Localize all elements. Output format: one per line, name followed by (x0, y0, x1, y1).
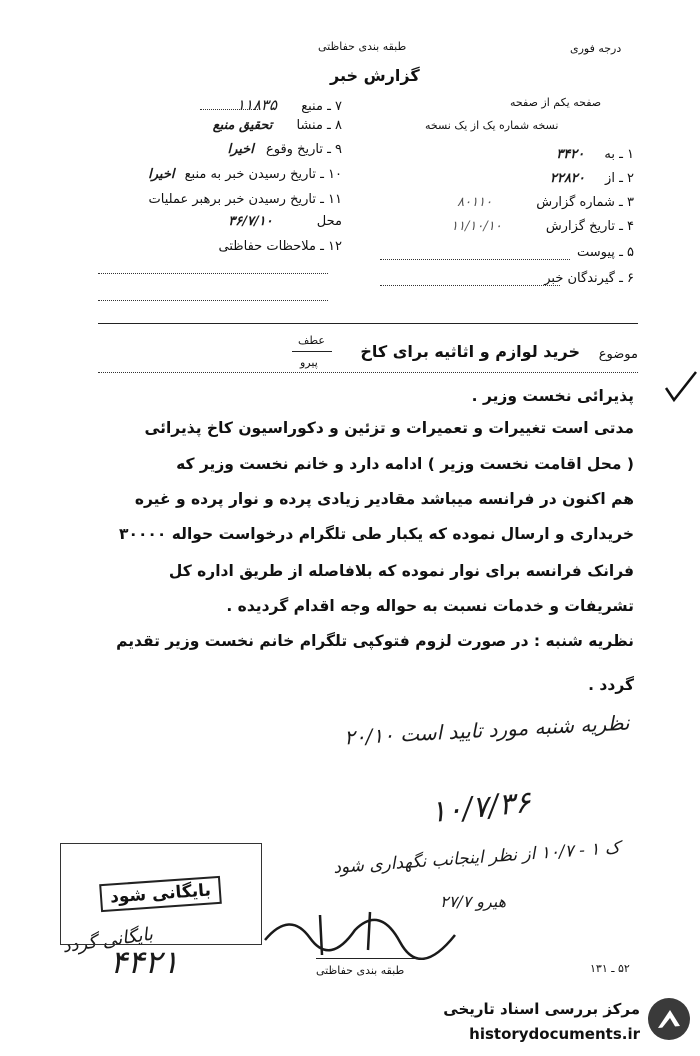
field-value: ۸۰۱۱۰ (457, 195, 493, 210)
field-value: اخیرا (227, 142, 254, 157)
classification-top: طبقه بندی حفاظتی (318, 40, 407, 53)
body-line: ( محل اقامت نخست وزیر ) ادامه دارد و خانم نخست وزیر که (176, 455, 634, 473)
field-label: ۱۰ ـ تاریخ رسیدن خبر به منبع (184, 167, 342, 182)
field-value: تحقیق منبع (212, 118, 273, 133)
page-of: صفحه یکم از صفحه (510, 96, 602, 109)
field-label: ۴ ـ تاریخ گزارش (545, 219, 634, 234)
field-value: ۳۴۲۰ (556, 147, 585, 162)
section-divider (98, 323, 638, 324)
field-attachment: ۵ ـ پیوست (577, 245, 634, 260)
field-value: ۱۱/۱۰/۱۰ (451, 219, 502, 234)
archive-stamp: بایگانی شود (99, 876, 222, 912)
field-label: ۷ ـ منبع (301, 99, 342, 114)
body-line: هم اکنون در فرانسه میباشد مقادیر زیادی پرده و نوار پرده و غیره (134, 490, 634, 508)
archive-logo-icon (648, 998, 690, 1040)
field-label: ۳ ـ شماره گزارش (536, 195, 634, 210)
field-origin (213, 118, 342, 133)
opinion-line: نظریه شنبه : در صورت لزوم فتوکپی تلگرام خانم نخست وزیر تقدیم (116, 632, 634, 650)
field-report-number (457, 195, 634, 210)
field-label: ۱ ـ به (604, 147, 634, 162)
site-url: historydocuments.ir (469, 1025, 640, 1043)
field-source-received (148, 167, 342, 182)
field-place (228, 214, 342, 229)
body-line: خریداری و ارسال نموده که یکبار طی تلگرام درخواست حواله ۳۰۰۰۰ (119, 525, 634, 543)
bottom-line (316, 958, 426, 959)
site-title: مرکز بررسی اسناد تاریخی (443, 1000, 640, 1018)
check-mark-icon (664, 370, 698, 404)
field-value: اخیرا (148, 167, 175, 182)
document-title: گزارش خبر (330, 66, 420, 85)
form-code: ۵۲ ـ ۱۳۱ (590, 962, 630, 975)
field-leader-received: ۱۱ ـ تاریخ رسیدن خبر برهبر عملیات (148, 192, 342, 207)
watermark-footer (0, 992, 700, 1056)
signature-icon (260, 900, 460, 960)
field-value: ۲۲۸۲۰ (549, 171, 585, 186)
body-line: تشریفات و خدمات نسبت به حواله وجه اقدام گردیده . (226, 597, 634, 615)
body-line: پذیرائی نخست وزیر . (471, 387, 634, 405)
field-security-notes: ۱۲ ـ ملاحظات حفاظتی (218, 239, 342, 254)
field-to (556, 147, 634, 162)
archive-number: ۴۴۲۱ (110, 943, 179, 981)
classification-bottom: طبقه بندی حفاظتی (316, 964, 405, 977)
urgency-label: درجه فوری (570, 42, 622, 55)
handwritten-signature-text: بایگانی گردد (60, 923, 155, 958)
field-occurrence-date (227, 142, 342, 157)
reference-peyro: پیرو (300, 356, 318, 369)
field-value: ۳۶/۷/۱۰ (228, 214, 273, 229)
opinion-line: گردد . (588, 676, 634, 694)
field-recipients: ۶ ـ گیرندگان خبر (544, 271, 634, 286)
copy-number: نسخه شماره یک از یک نسخه (425, 119, 559, 132)
field-label: محل (316, 214, 342, 229)
handwritten-date: ۱۰/۷/۳۶ (428, 784, 533, 831)
body-line: مدتی است تغییرات و تعمیرات و تزئین و دکوراسیون کاخ پذیرائی (144, 419, 634, 437)
handwritten-note: هیرو ۲۷/۷ (440, 892, 507, 911)
body-line: فرانک فرانسه برای نوار نموده که بلافاصله از طریق اداره کل (168, 562, 634, 580)
field-report-date (451, 219, 634, 234)
field-value: ۱۱۸۳۵ (236, 96, 278, 114)
ref-divider (292, 351, 332, 352)
handwritten-note: ک ۱ - ۱۰/۷ از نظر اینجانب نگهداری شود (332, 838, 621, 878)
field-label: ۲ ـ از (605, 171, 634, 186)
field-label: ۹ ـ تاریخ وقوع (265, 142, 342, 157)
field-label: ۸ ـ منشا (296, 118, 342, 133)
handwritten-note: نظریه شنبه مورد تایید است ۲۰/۱۰ (343, 710, 631, 750)
field-source (237, 96, 342, 114)
reference-atf: عطف (298, 334, 325, 347)
subject-label: موضوع (598, 347, 638, 362)
subject-text: خرید لوازم و اثاثیه برای کاخ (360, 342, 580, 361)
field-from (550, 171, 634, 186)
